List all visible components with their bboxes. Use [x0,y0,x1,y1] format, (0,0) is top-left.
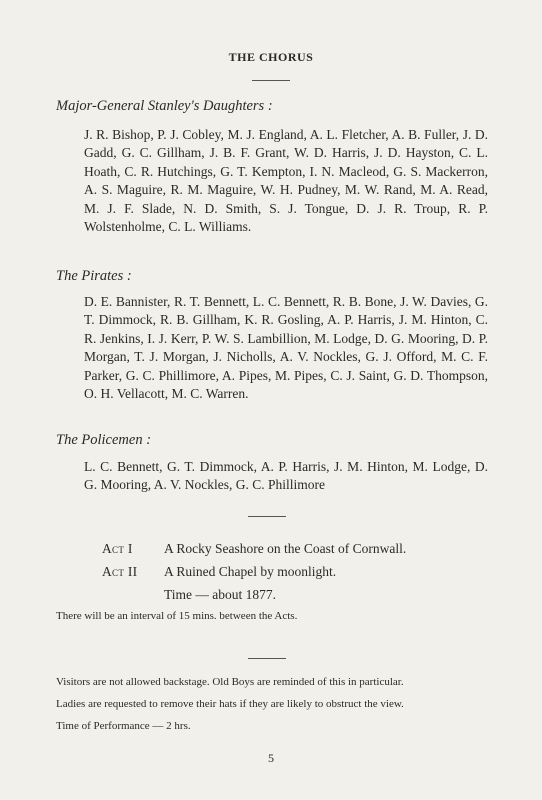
act-label: Act I [102,541,133,556]
act-row [102,541,406,564]
act-label: Act II [102,564,138,579]
names-policemen: L. C. Bennett, G. T. Dimmock, A. P. Harris, J. M. Hinton, M. Lodge, D. G. Mooring, A. V. Nockles, G. C. Phillimore [84,459,488,493]
title-divider [252,80,290,81]
act-description: A Rocky Seashore on the Coast of Cornwall. [164,541,407,556]
notices-divider [248,658,286,659]
acts-divider [248,516,286,517]
act-row [102,564,406,587]
time-note: Time — about 1877. [164,587,277,602]
section-heading-pirates: The Pirates : [56,268,132,284]
notice-duration: Time of Performance — 2 hrs. [56,720,191,732]
names-pirates: D. E. Bannister, R. T. Bennett, L. C. Bennett, R. B. Bone, J. W. Davies, G. T. Dimmock, R. B. Gillham, K. R. Gosling, A. P. Harris, J. M. Hinton, C. R. Jenkins, I. J. Kerr, P. W. S. Lambillion, M. Lodge, D. G. Mooring, D. P. Morgan, T. J. Morgan, J. Nicholls, A. V. Nockles, G. J. Offord, M. C. F. Parker, G. C. Phillimore, A. Pipes, M. Pipes, C. J. Saint, G. D. Thompson, O. H. Vellacott, M. C. Warren. [84,294,488,402]
section-heading-policemen: The Policemen : [56,432,152,448]
interval-note: There will be an interval of 15 mins. between the Acts. [56,610,298,622]
acts-list [102,541,406,610]
notice-hats: Ladies are requested to remove their hats if they are likely to obstruct the view. [56,698,404,710]
notice-backstage: Visitors are not allowed backstage. Old Boys are reminded of this in particular. [56,676,404,688]
section-heading-daughters: Major-General Stanley's Daughters : [56,98,273,114]
names-daughters: J. R. Bishop, P. J. Cobley, M. J. England, A. L. Fletcher, A. B. Fuller, J. D. Gadd, G. C. Gillham, J. B. F. Grant, W. D. Harris, J. D. Hayston, C. L. Hoath, C. R. Hutchings, G. T. Kempton, I. N. Macleod, G. S. Mackerron, A. S. Maguire, R. M. Maguire, W. H. Pudney, M. W. Rand, M. A. Read, M. J. F. Slade, N. D. Smith, S. J. Tongue, D. J. R. Troup, R. P. Wolstenholme, C. L. Williams. [84,127,488,235]
act-description: A Ruined Chapel by moonlight. [164,564,337,579]
page-title: THE CHORUS [228,50,314,64]
page-number: 5 [268,751,274,765]
